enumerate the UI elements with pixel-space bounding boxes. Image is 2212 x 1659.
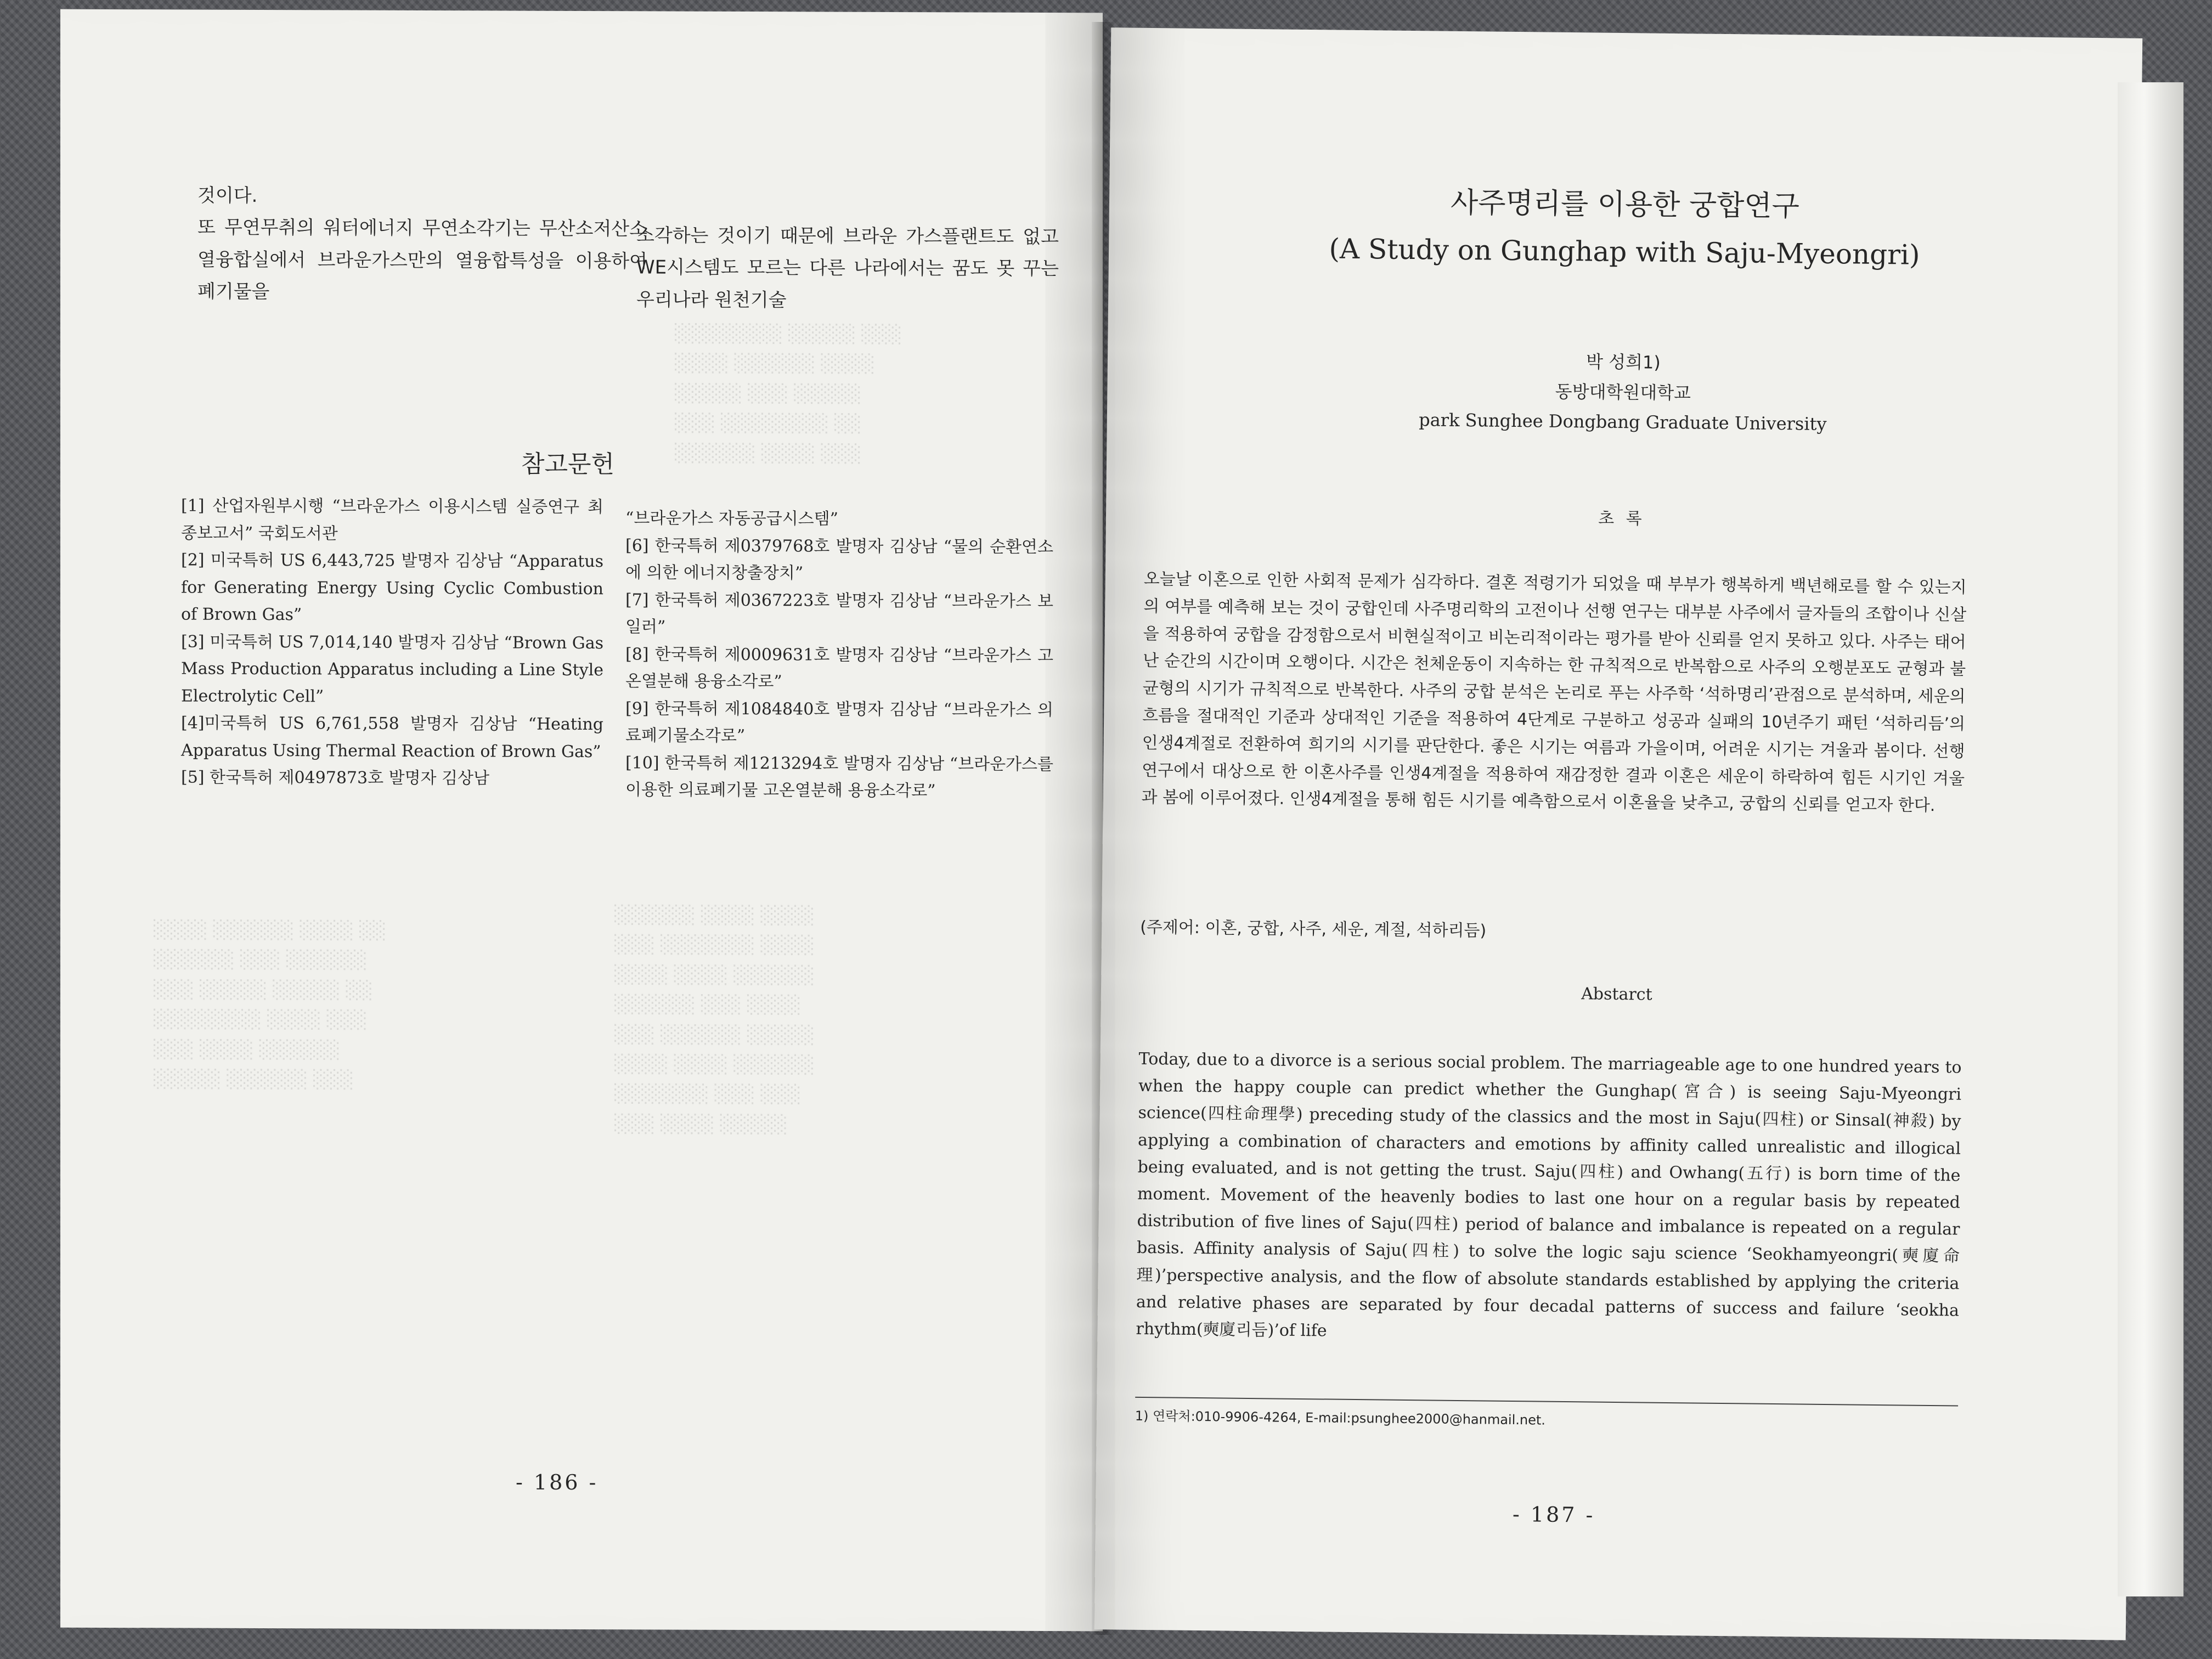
- bleed-through-text: ░░░░░░░░ ░░░░░ ░░░ ░░░░ ░░░░░░ ░░░░ ░░░░░ ░░░ ░░░░░ ░░░ ░░░░░░░░ ░░ ░░░░░░ ░░░░ ░░░: [675, 323, 902, 464]
- footnote-divider: [1135, 1397, 1958, 1407]
- reference-item: [5] 한국특허 제0497873호 발명자 김상남: [181, 768, 490, 788]
- reference-item: [3] 미국특허 US 7,014,140 발명자 김상남 “Brown Gas Mass Production Apparatus including a Line Style Electrolytic Cell”: [181, 631, 603, 706]
- page-number-left: - 186 -: [516, 1470, 599, 1495]
- reference-item: [4]미국특허 US 6,761,558 발명자 김상남 “Heating Apparatus Using Thermal Reaction of Brown Gas”: [181, 713, 603, 761]
- reference-item: [6] 한국특허 제0379768호 발명자 김상남 “물의 순환연소에 의한 에너지창출장치”: [625, 535, 1053, 583]
- page-edges: [2118, 82, 2183, 1596]
- affiliation-korean: 동방대학원대학교: [1555, 381, 1691, 404]
- abstract-korean-body: 오늘날 이혼으로 인한 사회적 문제가 심각하다. 결혼 적령기가 되었을 때 부부가 행복하게 백년해로를 할 수 있는지의 여부를 예측해 보는 것이 궁합인데 사주명리학의 고전이나 선행 연구는 대부분 사주에서 글자들의 조합이나 신살을 적용하여 궁합을 감정함으로서 비현실적이고 비논리적이라는 평가를 받아 신뢰를 얻지 못하고 있다. 사주는 태어난 순간의 시간이며 오행이다. 시간은 천체운동이 지속하는 한 규칙적으로 반복함으로 사주의 오행분포도 균형과 불균형의 시기가 규칙적으로 반복한다. 사주의 궁합 분석은 논리로 푸는 사주학 ‘석하명리’관점으로 분석하며, 세운의 흐름을 절대적인 기준과 상대적인 기준을 적용하여 4단계로 구분하고 성공과 실패의 10년주기 패턴 ‘석하리듬’의 인생4계절로 전환하여 희기의 시기를 판단한다. 좋은 시기는 여름과 가을이며, 어려운 시기는 겨울과 봄이다. 선행 연구에서 대상으로 한 이혼사주를 인생4계절을 적용하여 재감정한 결과 이혼은 세운이 하락하여 힘든 시기인 겨울과 봄에 이루어졌다. 인생4계절을 통해 힘든 시기를 예측함으로서 이혼율을 낮추고, 궁합의 신뢰를 얻고자 한다.: [1141, 569, 1967, 816]
- footnote: 1) 연락처:010-9906-4264, E-mail:psunghee2000@hanmail.net.: [1135, 1408, 1546, 1428]
- page-number-right: - 187 -: [1512, 1502, 1595, 1527]
- abstract-english-heading: Abstarct: [1581, 984, 1652, 1005]
- author-korean: 박 성희1): [1585, 351, 1661, 373]
- reference-item: [8] 한국특허 제0009631호 발명자 김상남 “브라운가스 고온열분해 용융소각로”: [625, 644, 1053, 692]
- left-column1-paragraph: 것이다. 또 무연무취의 워터에너지 무연소각기는 무산소저산소 열융합실에서 브라운가스만의 열융합특성을 이용하여 폐기물을: [198, 184, 647, 303]
- paper-title: 사주명리를 이용한 궁합연구: [1450, 186, 1800, 223]
- reference-item: [1] 산업자원부시행 “브라운가스 이용시스템 실증연구 최종보고서” 국회도서관: [181, 496, 603, 543]
- paper-subtitle: (A Study on Gunghap with Saju-Myeongri): [1329, 233, 1920, 271]
- references-heading: 참고문헌: [521, 450, 615, 479]
- author-english: park Sunghee Dongbang Graduate University: [1419, 409, 1827, 435]
- reference-item: [7] 한국특허 제0367223호 발명자 김상남 “브라운가스 보일러”: [625, 590, 1053, 637]
- reference-item: [2] 미국특허 US 6,443,725 발명자 김상남 “Apparatus for Generating Energy Using Cyclic Combustion of Brown Gas”: [181, 550, 603, 625]
- abstract-english-body: Today, due to a divorce is a serious social problem. The marriageable age to one hundred years to when the happy couple can predict whether the Gunghap(宮合) is seeing Saju-Myeongri science(四柱命理學) preceding study of the classics and the most in Saju(四柱) or Sinsal(神殺) by applying a combination of characters and emotions by affinity called unrealistic and illogical being evaluated, and is not getting the trust. Saju(四柱) and Owhang(五行) is born time of the moment. Movement of the heavenly bodies to last one hour on a regular basis by repeated distribution of five lines of Saju(四柱) period of balance and imbalance is repeated on a regular basis. Affinity analysis of Saju(四柱) to solve the logic saju science ‘Seokhamyeongri(奭廈命理)’perspective analysis, and the flow of absolute standards established by applying the criteria and relative phases are separated by four decadal patterns of success and failure ‘seokha rhythm(奭廈리듬)’of life: [1136, 1049, 1962, 1341]
- references-column-2: [625, 505, 1053, 805]
- right-page: [1094, 27, 2142, 1640]
- keywords: (주제어: 이혼, 궁합, 사주, 세운, 계절, 석하리듬): [1139, 917, 1487, 941]
- references-column-1: [181, 492, 603, 792]
- left-column2-paragraph: 소각하는 것이기 때문에 브라운 가스플랜트도 없고 WE시스템도 모르는 다른 나라에서는 꿈도 못 꾸는 우리나라 원천기술: [636, 224, 1059, 312]
- reference-item: [10] 한국특허 제1213294호 발명자 김상남 “브라운가스를 이용한 의료폐기물 고온열분해 용융소각로”: [625, 753, 1053, 801]
- left-page: [60, 9, 1103, 1632]
- reference-item: “브라운가스 자동공급시스템”: [625, 509, 838, 529]
- abstract-korean-heading: 초 록: [1598, 509, 1645, 529]
- bleed-through-text: ░░░░░░ ░░░░ ░░░░ ░░░ ░░░░░░░ ░░░░ ░░░░ ░░░░ ░░░░░░ ░░░░░░ ░░░ ░░░░ ░░░ ░░░░░░ ░░░░░ ░░░░ ░░░░ ░░░░░░ ░░░░░░░ ░░░ ░░░ ░░░ ░░░░ ░░░░░: [614, 904, 815, 1135]
- reference-item: [9] 한국특허 제1084840호 발명자 김상남 “브라운가스 의료폐기물소각로”: [625, 698, 1053, 746]
- bleed-through-text: ░░░░ ░░░░░░ ░░░░ ░░ ░░░░░░ ░░░ ░░░░░░ ░░░ ░░░░░ ░░░░░ ░░ ░░░░░░░░ ░░░░ ░░░ ░░░ ░░░░ ░░░░░░ ░░░░░ ░░░░░░ ░░░: [154, 919, 387, 1090]
